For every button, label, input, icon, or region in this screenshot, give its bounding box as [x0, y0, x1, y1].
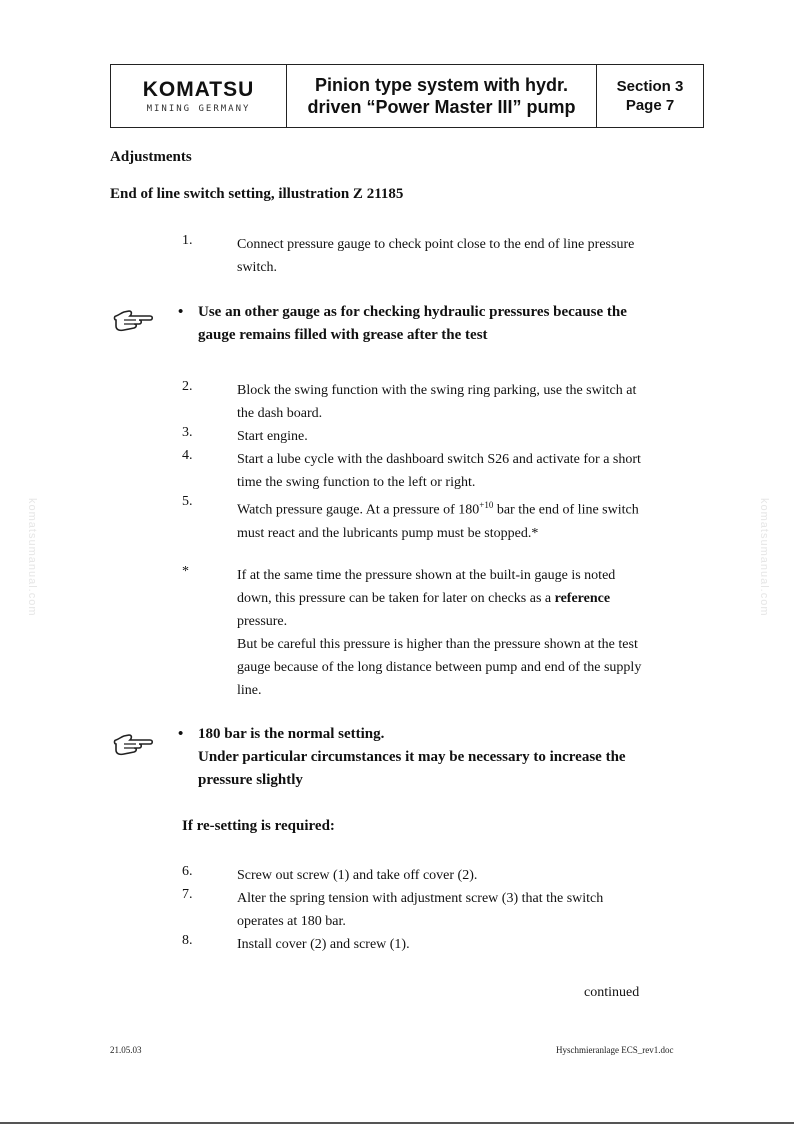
tolerance-superscript: +10	[479, 500, 494, 510]
step-number: 7.	[182, 887, 193, 902]
watermark-left: komatsumanual.com	[26, 498, 38, 617]
pointing-hand-icon	[112, 308, 154, 334]
step-number: 6.	[182, 864, 193, 879]
page-label: Page 7	[625, 97, 675, 114]
resetting-heading: If re-setting is required:	[182, 818, 335, 834]
note-line: pressure slightly	[198, 772, 303, 788]
subsection-heading: End of line switch setting, illustration Z 21185	[110, 186, 404, 202]
note-box	[178, 723, 658, 792]
note-bullet: •	[178, 726, 184, 742]
step-line-part: bar the end of line switch	[493, 502, 639, 518]
footnote-line-part: down, this pressure can be taken for later on checks as a	[237, 591, 555, 606]
note-line: Under particular circumstances it may be necessary to increase the	[198, 749, 626, 765]
step-line-part: Watch pressure gauge. At a pressure of 180	[237, 502, 480, 518]
footer-filename: Hyschmieranlage ECS_rev1.doc	[556, 1045, 674, 1055]
step-text	[237, 933, 677, 956]
step-text	[237, 887, 677, 933]
note-line: 180 bar is the normal setting.	[198, 726, 385, 742]
logo-cell	[111, 65, 287, 127]
footnote-line: gauge because of the long distance between pump and end of the supply	[237, 660, 642, 675]
footnote-line: But be careful this pressure is higher than the pressure shown at the test	[237, 637, 638, 652]
step-text	[237, 379, 677, 425]
step-line: must react and the lubricants pump must be stopped.*	[237, 525, 539, 541]
document-header	[110, 64, 704, 128]
document-title-line-1: Pinion type system with hydr.	[314, 75, 569, 95]
footnote-line: line.	[237, 683, 262, 698]
note-bullet: •	[178, 304, 184, 320]
step-line: Start a lube cycle with the dashboard switch S26 and activate for a short	[237, 452, 641, 467]
footnote-line: pressure.	[237, 614, 288, 629]
footer-date: 21.05.03	[110, 1045, 142, 1055]
step-number: 2.	[182, 379, 193, 394]
title-cell	[287, 65, 597, 127]
footnote-mark: *	[182, 564, 189, 579]
step-number: 1.	[182, 233, 193, 248]
pointing-hand-icon	[112, 732, 154, 758]
step-line: Start engine.	[237, 429, 308, 444]
step-text	[237, 494, 677, 545]
footnote-text	[237, 564, 677, 702]
note-line: Use an other gauge as for checking hydraulic pressures because the	[198, 304, 627, 320]
step-number: 3.	[182, 425, 193, 440]
step-number: 4.	[182, 448, 193, 463]
continued-label: continued	[584, 985, 640, 1000]
company-logo: KOMATSU	[142, 77, 255, 101]
footnote-line: If at the same time the pressure shown at the built-in gauge is noted	[237, 568, 616, 583]
note-line: gauge remains filled with grease after the test	[198, 327, 488, 343]
watermark-right: komatsumanual.com	[758, 498, 770, 617]
step-line	[237, 494, 677, 522]
note-box	[178, 301, 658, 347]
footnote-line	[237, 587, 677, 610]
step-text	[237, 864, 677, 887]
step-line: time the swing function to the left or right.	[237, 475, 476, 490]
step-number: 5.	[182, 494, 193, 509]
step-line: Connect pressure gauge to check point close to the end of line pressure	[237, 237, 635, 252]
step-line: Alter the spring tension with adjustment screw (3) that the switch	[237, 891, 604, 906]
step-number: 8.	[182, 933, 193, 948]
footnote-emphasis: reference	[554, 591, 611, 606]
step-text	[237, 448, 677, 494]
step-text	[237, 425, 677, 448]
step-line: switch.	[237, 260, 278, 275]
step-line: Block the swing function with the swing ring parking, use the switch at	[237, 383, 637, 398]
step-text	[237, 233, 677, 279]
section-cell	[597, 65, 703, 127]
section-label: Section 3	[616, 78, 684, 95]
section-heading: Adjustments	[110, 149, 192, 165]
step-line: the dash board.	[237, 406, 323, 421]
step-line: Install cover (2) and screw (1).	[237, 937, 410, 952]
step-line: operates at 180 bar.	[237, 914, 346, 929]
company-logo-subtitle: MINING GERMANY	[146, 103, 251, 114]
step-line: Screw out screw (1) and take off cover (2).	[237, 868, 478, 883]
document-title-line-2: driven “Power Master III” pump	[307, 97, 576, 117]
